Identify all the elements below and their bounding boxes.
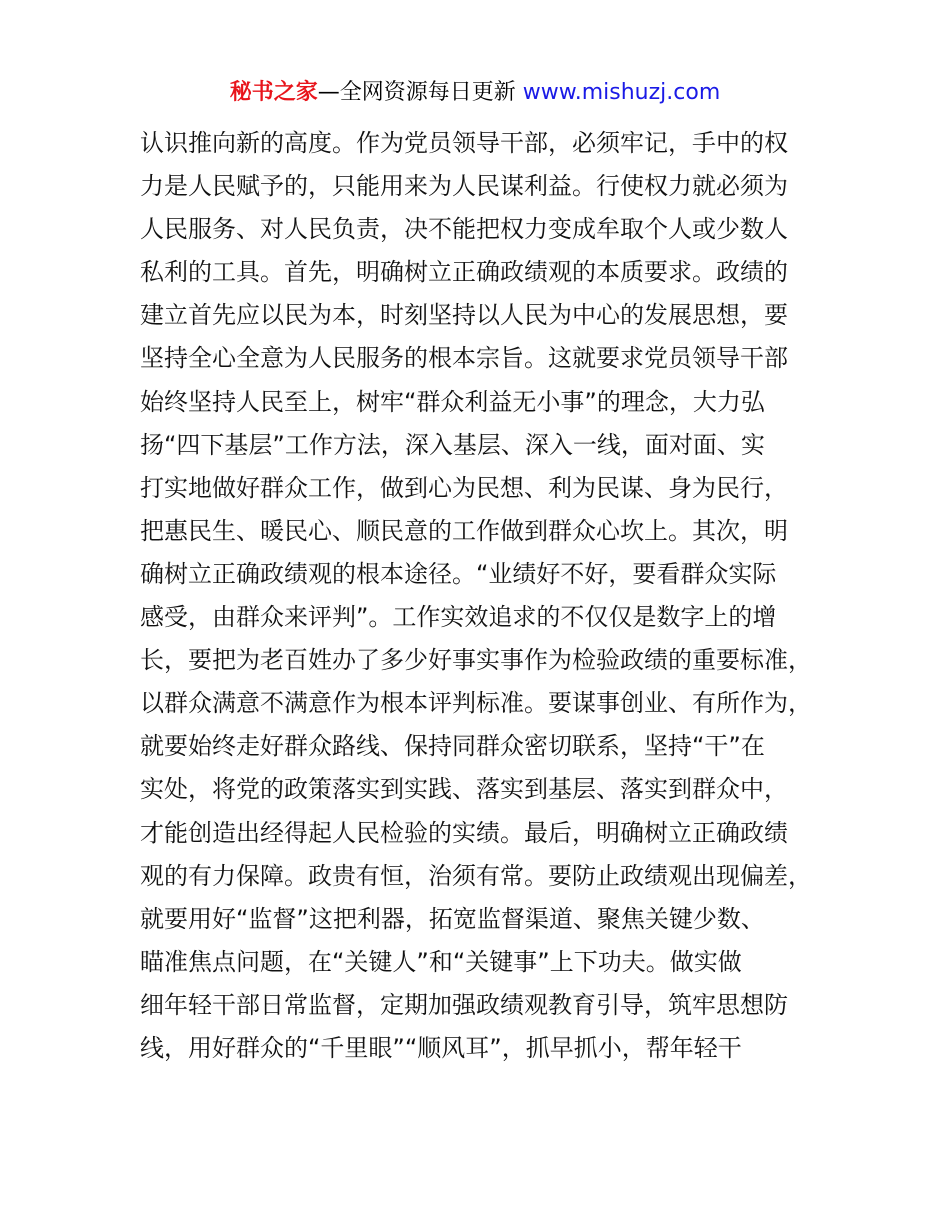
- text-line: 观的有力保障。政贵有恒，治须有常。要防止政绩观出现偏差，: [140, 861, 812, 890]
- document-body: [140, 122, 830, 1070]
- text-line: 人民服务、对人民负责，决不能把权力变成牟取个人或少数人: [140, 215, 788, 244]
- text-line: 始终坚持人民至上，树牢“群众利益无小事”的理念，大力弘: [140, 387, 765, 416]
- text-line: 才能创造出经得起人民检验的实绩。最后，明确树立正确政绩: [140, 818, 788, 847]
- text-line: 扬“四下基层”工作方法，深入基层、深入一线，面对面、实: [140, 430, 765, 459]
- header-tagline: —全网资源每日更新: [317, 80, 523, 105]
- text-line: 线，用好群众的“千里眼”“顺风耳”，抓早抓小，帮年轻干: [140, 1033, 742, 1062]
- text-line: 就要用好“监督”这把利器，拓宽监督渠道、聚焦关键少数、: [140, 904, 765, 933]
- text-line: 建立首先应以民为本，时刻坚持以人民为中心的发展思想，要: [140, 301, 788, 330]
- text-line: 力是人民赋予的，只能用来为人民谋利益。行使权力就必须为: [140, 172, 788, 201]
- brand-name: 秘书之家: [229, 80, 318, 105]
- text-line: 打实地做好群众工作，做到心为民想、利为民谋、身为民行，: [140, 473, 788, 502]
- text-line: 就要始终走好群众路线、保持同群众密切联系，坚持“干”在: [140, 732, 765, 761]
- text-line: 私利的工具。首先，明确树立正确政绩观的本质要求。政绩的: [140, 258, 788, 287]
- text-line: 实处，将党的政策落实到实践、落实到基层、落实到群众中，: [140, 775, 788, 804]
- text-line: 长，要把为老百姓办了多少好事实事作为检验政绩的重要标准，: [140, 646, 812, 675]
- text-line: 确树立正确政绩观的根本途径。“业绩好不好，要看群众实际: [140, 559, 777, 588]
- text-line: 细年轻干部日常监督，定期加强政绩观教育引导，筑牢思想防: [140, 990, 788, 1019]
- text-line: 认识推向新的高度。作为党员领导干部，必须牢记，手中的权: [140, 129, 788, 157]
- site-header: [0, 78, 950, 108]
- text-line: 感受，由群众来评判”。工作实效追求的不仅仅是数字上的增: [140, 603, 777, 632]
- site-url-link[interactable]: www.mishuzj.com: [522, 80, 721, 105]
- text-line: 把惠民生、暖民心、顺民意的工作做到群众心坎上。其次，明: [140, 516, 788, 545]
- text-line: 瞄准焦点问题，在“关键人”和“关键事”上下功夫。做实做: [140, 947, 742, 976]
- text-line: 坚持全心全意为人民服务的根本宗旨。这就要求党员领导干部: [140, 344, 788, 373]
- text-line: 以群众满意不满意作为根本评判标准。要谋事创业、有所作为，: [140, 689, 812, 718]
